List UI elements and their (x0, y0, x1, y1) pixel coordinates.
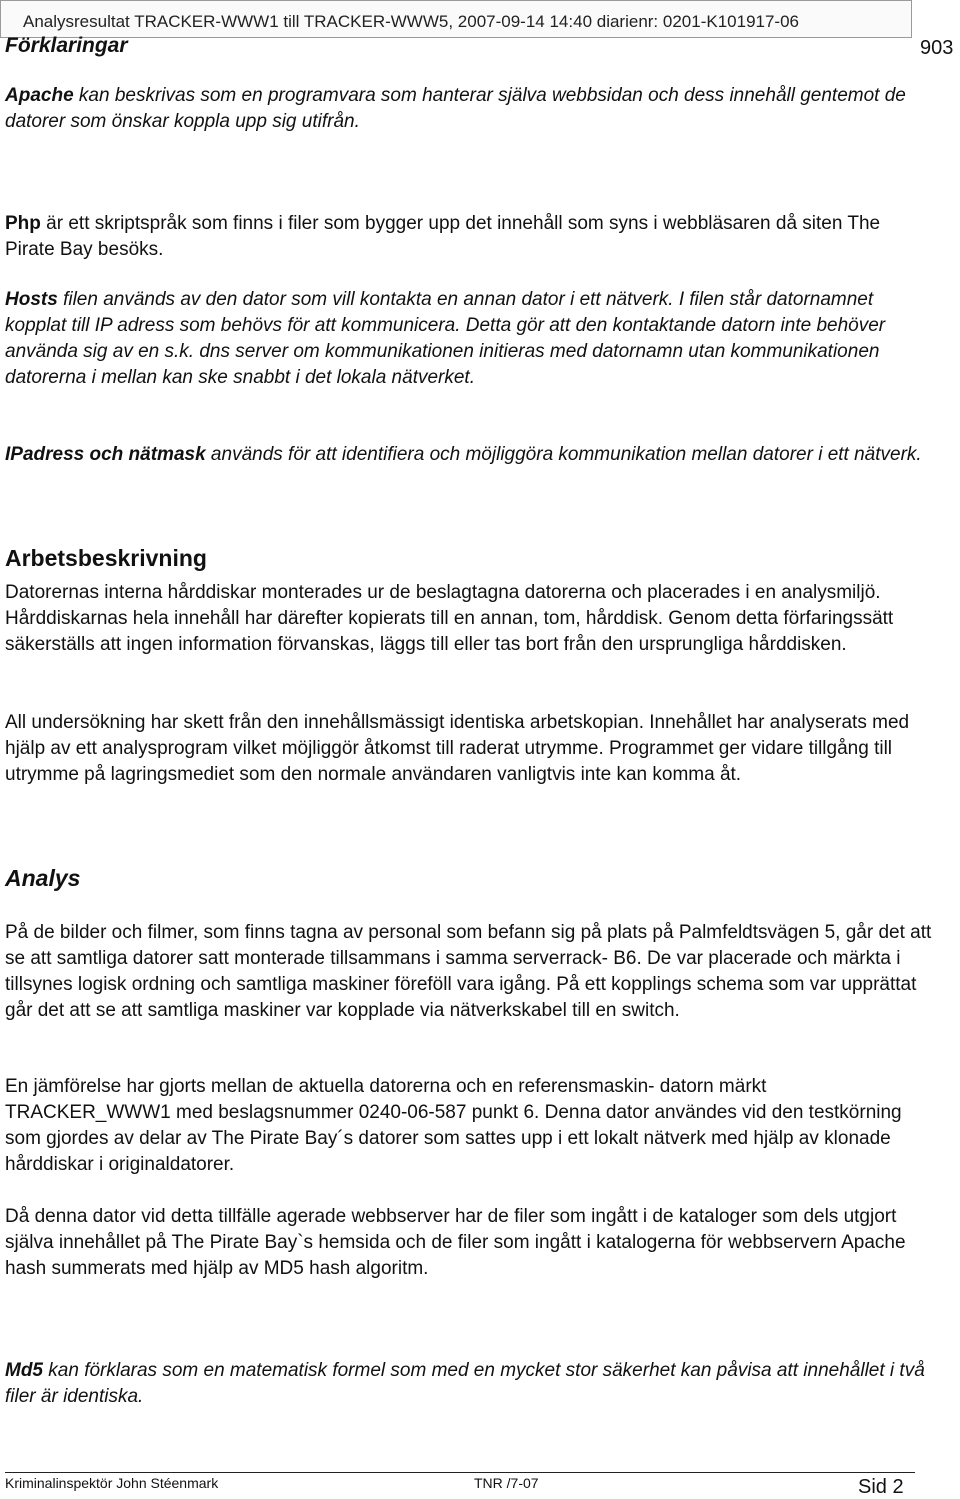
php-text: är ett skriptspråk som finns i filer som bygger upp det innehåll som syns i webbläsaren då siten The Pirate Bay besöks. (5, 213, 881, 260)
work-paragraph-2: All undersökning har skett från den innehållsmässigt identiska arbetskopian. Innehållet har analyserats med hjälp av ett analysprogram vilket möjliggör åtkomst till raderat utrymme. Programmet ger vidare tillgång till utrymme på lagringsmediet som den normale användaren vanligtvis inte kan komma åt. (5, 712, 910, 785)
analysis-paragraph-3: Då denna dator vid detta tillfälle agerade webbserver har de filer som ingått i de kataloger som dels utgjort själva innehållet på The Pirate Bay`s hemsida och de filer som ingått i katalogerna för webbservern Apache hash summerats med hjälp av MD5 hash algoritm. (5, 1206, 906, 1279)
footer-rule (5, 1472, 915, 1473)
ipaddress-text: används för att identifiera och möjliggöra kommunikation mellan datorer i ett nätverk. (205, 444, 922, 465)
php-term: Php (5, 213, 41, 234)
explanations-title: Förklaringar (5, 34, 128, 57)
footer-reference: TNR /7-07 (474, 1475, 539, 1491)
apache-term: Apache (5, 85, 74, 106)
md5-explanation (5, 1358, 935, 1410)
hosts-explanation (5, 287, 935, 391)
page-number: 903 (920, 37, 954, 59)
analysis-paragraph-1: På de bilder och filmer, som finns tagna av personal som befann sig på plats på Palmfeldtsvägen 5, går det att se att samtliga datorer satt monterade tillsammans i samma serverrack- B6. De var placerade och märkta i tillsynes logisk ordning och samtliga maskiner föreföll vara igång. På ett kopplings schema som var upprättat går det att se att samtliga maskiner var kopplade via nätverkskabel till en switch. (5, 922, 932, 1021)
md5-term: Md5 (5, 1360, 43, 1381)
work-paragraph-1: Datorernas interna hårddiskar monterades ur de beslagtagna datorerna och placerades i en analysmiljö. Hårddiskarnas hela innehåll har därefter kopierats till en annan, tom, hårddisk. Genom detta förfaringssätt säkerställs att ingen information förvanskas, läggs till eller tas bort från den ursprungliga hårddisken. (5, 582, 894, 655)
ipaddress-explanation (5, 442, 935, 468)
analysis-paragraph-2: En jämförelse har gjorts mellan de aktuella datorerna och en referensmaskin- datorn märkt TRACKER_WWW1 med beslagsnummer 0240-06-587 punkt 6. Denna dator användes vid den testkörning som gjordes av delar av The Pirate Bay´s datorer som sattes upp i ett lokalt nätverk med hjälp av klonade hårddiskar i originaldatorer. (5, 1076, 902, 1175)
ipaddress-term: IPadress och nätmask (5, 444, 206, 465)
hosts-term: Hosts (5, 289, 58, 310)
php-explanation (5, 211, 935, 263)
hosts-text: filen används av den dator som vill kontakta en annan dator i ett nätverk. I filen står datornamnet kopplat till IP adress som behövs för att kommunicera. Detta gör att den kontaktande datorn inte behöver använda sig av en s.k. dns server om kommunikationen initieras med datornamn utan kommunikationen datorerna i mellan kan ske snabbt i det lokala nätverket. (5, 289, 886, 388)
md5-text: kan förklaras som en matematisk formel som med en mycket stor säkerhet kan påvisa att innehållet i två filer är identiska. (5, 1360, 925, 1407)
footer-page: Sid 2 (858, 1476, 904, 1498)
apache-text: kan beskrivas som en programvara som hanterar själva webbsidan och dess innehåll gentemot de datorer som önskar koppla upp sig utifrån. (5, 85, 906, 132)
footer-author: Kriminalinspektör John Stéenmark (5, 1475, 219, 1491)
analysis-heading: Analys (5, 865, 81, 891)
document-header-text: Analysresultat TRACKER-WWW1 till TRACKER-WWW5, 2007-09-14 14:40 diarienr: 0201-K101917-06 (23, 12, 799, 31)
work-heading: Arbetsbeskrivning (5, 545, 207, 571)
apache-explanation (5, 83, 935, 135)
